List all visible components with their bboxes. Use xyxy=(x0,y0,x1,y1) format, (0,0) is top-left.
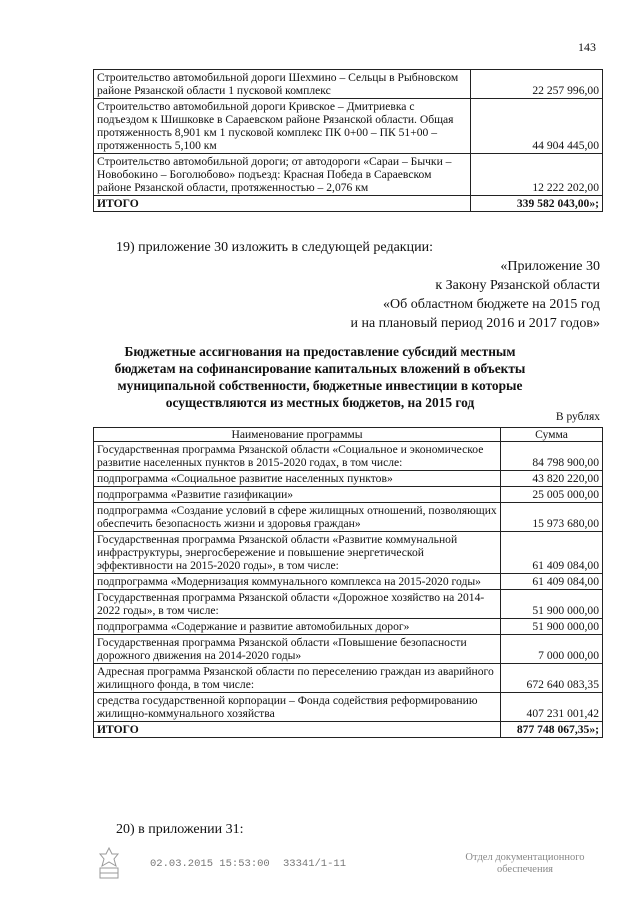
row-name: Адресная программа Рязанской области по переселению граждан из аварийного жилищного фонда, в том числе: xyxy=(94,664,501,693)
units-label: В рублях xyxy=(555,411,600,423)
appendix-line-1: «Приложение 30 xyxy=(500,259,600,274)
row-name: подпрограмма «Содержание и развитие автомобильных дорог» xyxy=(94,619,501,635)
row-sum: 51 900 000,00 xyxy=(501,619,603,635)
total-sum: 339 582 043,00»; xyxy=(471,196,603,212)
total-sum: 877 748 067,35»; xyxy=(501,722,603,738)
row-sum: 61 409 084,00 xyxy=(501,574,603,590)
footer-datetime: 02.03.2015 15:53:00 xyxy=(150,858,270,870)
page-number: 143 xyxy=(578,40,596,54)
table-row xyxy=(94,471,603,487)
row-name: Строительство автомобильной дороги Шехмино – Сельцы в Рыбновском районе Рязанской области 1 пусковой комплекс xyxy=(94,70,471,99)
total-label: ИТОГО xyxy=(94,722,501,738)
row-name: Строительство автомобильной дороги; от автодороги «Сараи – Бычки – Новобокино – Боголюбово» подъезд: Красная Победа в Сараевском районе Рязанской области, протяженностью – 2,076 км xyxy=(94,154,471,196)
table-header-row xyxy=(94,428,603,442)
row-name: Государственная программа Рязанской области «Развитие коммунальной инфраструктуры, энергосбережение и повышение энергетической эффективности на 2015-2020 годы», в том числе: xyxy=(94,532,501,574)
total-row xyxy=(94,722,603,738)
row-name: Государственная программа Рязанской области «Повышение безопасности дорожного движения на 2014-2020 годы» xyxy=(94,635,501,664)
column-header-sum: Сумма xyxy=(501,428,603,442)
table-row xyxy=(94,154,603,196)
row-sum: 407 231 001,42 xyxy=(501,693,603,722)
section-heading: Бюджетные ассигнования на предоставление субсидий местным бюджетам на софинансирование капитальных вложений в объекты муниципальной собственности, бюджетные инвестиции в которые осуществляются из местных бюджетов, на 2015 год xyxy=(114,344,526,410)
table-row xyxy=(94,503,603,532)
total-label: ИТОГО xyxy=(94,196,471,212)
column-header-name: Наименование программы xyxy=(94,428,501,442)
table-row xyxy=(94,619,603,635)
table-row xyxy=(94,664,603,693)
row-name: Государственная программа Рязанской области «Дорожное хозяйство на 2014-2022 годы», в том числе: xyxy=(94,590,501,619)
item-19-text: 19) приложение 30 изложить в следующей редакции: xyxy=(116,240,433,255)
row-sum: 7 000 000,00 xyxy=(501,635,603,664)
appendix-line-2: к Закону Рязанской области xyxy=(435,278,600,293)
subsidies-table xyxy=(93,427,603,738)
row-name: подпрограмма «Развитие газификации» xyxy=(94,487,501,503)
table-row xyxy=(94,590,603,619)
item-20-text: 20) в приложении 31: xyxy=(116,822,244,837)
coat-of-arms-icon xyxy=(96,846,122,882)
row-sum: 44 904 445,00 xyxy=(471,99,603,154)
row-name: средства государственной корпорации – Фонда содействия реформированию жилищно-коммунального хозяйства xyxy=(94,693,501,722)
row-name: Строительство автомобильной дороги Кривское – Дмитриевка с подъездом к Шишковке в Сараевском районе Рязанской области. Общая протяженность 8,901 км 1 пусковой комплекс ПК 0+00 – ПК 51+00 – протяженность 5,100 км xyxy=(94,99,471,154)
appendix-line-3: «Об областном бюджете на 2015 год xyxy=(383,297,600,312)
row-sum: 61 409 084,00 xyxy=(501,532,603,574)
table-row xyxy=(94,532,603,574)
table-row xyxy=(94,70,603,99)
appendix-line-4: и на плановый период 2016 и 2017 годов» xyxy=(350,316,600,331)
row-name: Государственная программа Рязанской области «Социальное и экономическое развитие населенных пунктов в 2015-2020 годах, в том числе: xyxy=(94,442,501,471)
row-sum: 51 900 000,00 xyxy=(501,590,603,619)
row-sum: 25 005 000,00 xyxy=(501,487,603,503)
row-sum: 15 973 680,00 xyxy=(501,503,603,532)
table-row xyxy=(94,693,603,722)
row-name: подпрограмма «Социальное развитие населенных пунктов» xyxy=(94,471,501,487)
table-row xyxy=(94,99,603,154)
row-sum: 672 640 083,35 xyxy=(501,664,603,693)
row-sum: 43 820 220,00 xyxy=(501,471,603,487)
row-sum: 22 257 996,00 xyxy=(471,70,603,99)
row-name: подпрограмма «Модернизация коммунального комплекса на 2015-2020 годы» xyxy=(94,574,501,590)
row-sum: 84 798 900,00 xyxy=(501,442,603,471)
table-row xyxy=(94,574,603,590)
row-name: подпрограмма «Создание условий в сфере жилищных отношений, позволяющих обеспечить безопасность жизни и здоровья граждан» xyxy=(94,503,501,532)
table-row xyxy=(94,442,603,471)
row-sum: 12 222 202,00 xyxy=(471,154,603,196)
road-construction-table xyxy=(93,69,603,212)
footer-document-number: 33341/1-11 xyxy=(283,858,347,870)
footer-department-stamp: Отдел документационного обеспечения xyxy=(465,852,585,875)
table-row xyxy=(94,635,603,664)
table-row xyxy=(94,487,603,503)
total-row xyxy=(94,196,603,212)
